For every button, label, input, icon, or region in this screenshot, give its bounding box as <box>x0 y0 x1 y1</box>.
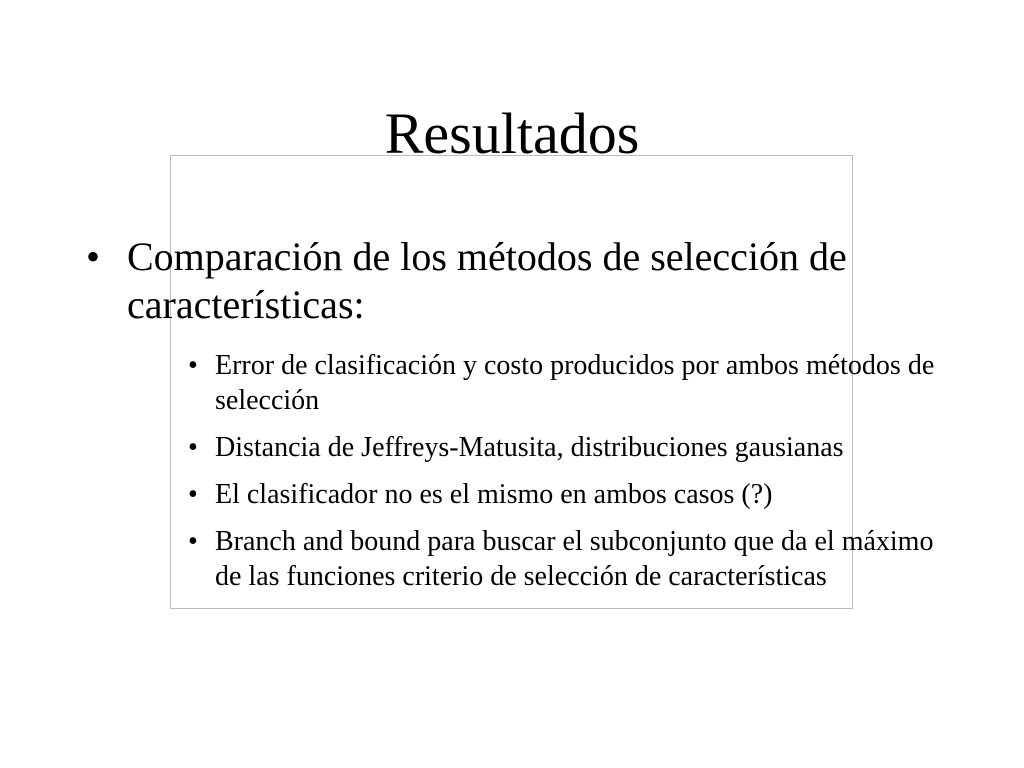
sub-bullet-marker: • <box>188 350 198 381</box>
sub-bullet-text: Distancia de Jeffreys-Matusita, distribuciones gausianas <box>215 432 844 463</box>
sub-bullet-text: El clasificador no es el mismo en ambos casos (?) <box>215 479 773 510</box>
sub-bullet-text: Branch and bound para buscar el subconjunto que da el máximo de las funciones criterio de selección de características <box>215 526 934 592</box>
bullet-marker: • <box>86 234 101 279</box>
sub-bullet-list <box>188 348 948 606</box>
sub-bullet-item <box>188 524 948 594</box>
sub-bullet-item <box>188 477 948 512</box>
slide-title: Resultados <box>384 101 640 166</box>
bullet-item <box>86 233 906 329</box>
sub-bullet-item <box>188 348 948 418</box>
sub-bullet-text: Error de clasificación y costo producidos por ambos métodos de selección <box>215 350 935 416</box>
sub-bullet-marker: • <box>188 479 198 510</box>
sub-bullet-marker: • <box>188 526 198 557</box>
sub-bullet-item <box>188 430 948 465</box>
bullet-text: Comparación de los métodos de selección de características: <box>127 234 847 327</box>
sub-bullet-marker: • <box>188 432 198 463</box>
